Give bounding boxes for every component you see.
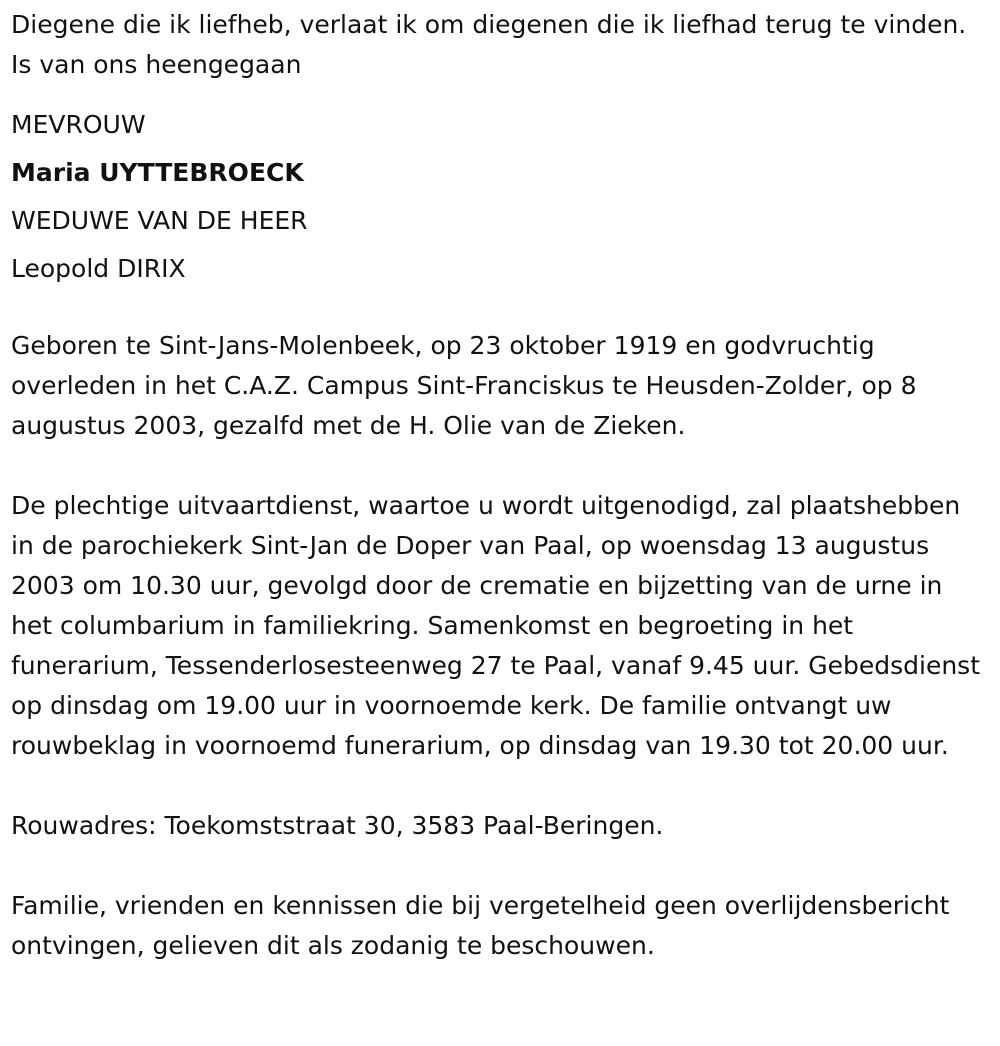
widow-line: WEDUWE VAN DE HEER	[11, 206, 308, 235]
opening-quote: Diegene die ik liefheb, verlaat ik om diegenen die ik liefhad terug te vinden. Is van ons heengegaan	[11, 10, 967, 79]
mourning-address: Rouwadres: Toekomststraat 30, 3583 Paal-Beringen.	[11, 811, 664, 840]
obituary-notice	[11, 5, 986, 966]
deceased-names	[11, 101, 986, 293]
deceased-name: Maria UYTTEBROECK	[11, 158, 304, 187]
ceremony-paragraph: De plechtige uitvaartdienst, waartoe u wordt uitgenodigd, zal plaatshebben in de parochiekerk Sint-Jan de Doper van Paal, op woensdag 13 augustus 2003 om 10.30 uur, gevolgd door de crematie en bijzetting van de urne in het columbarium in familiekring. Samenkomst en begroeting in het funerarium, Tessenderlosesteenweg 27 te Paal, vanaf 9.45 uur. Gebedsdienst op dinsdag om 19.00 uur in voornoemde kerk. De familie ontvangt uw rouwbeklag in voornoemd funerarium, op dinsdag van 19.30 tot 20.00 uur.	[11, 491, 981, 760]
spouse-name: Leopold DIRIX	[11, 254, 186, 283]
closing-paragraph: Familie, vrienden en kennissen die bij vergetelheid geen overlijdensbericht ontvingen, gelieven dit als zodanig te beschouwen.	[11, 891, 950, 960]
title-line: MEVROUW	[11, 110, 146, 139]
birth-death-paragraph: Geboren te Sint-Jans-Molenbeek, op 23 oktober 1919 en godvruchtig overleden in het C.A.Z. Campus Sint-Franciskus te Heusden-Zolder, op 8 augustus 2003, gezalfd met de H. Olie van de Zieken.	[11, 331, 917, 440]
